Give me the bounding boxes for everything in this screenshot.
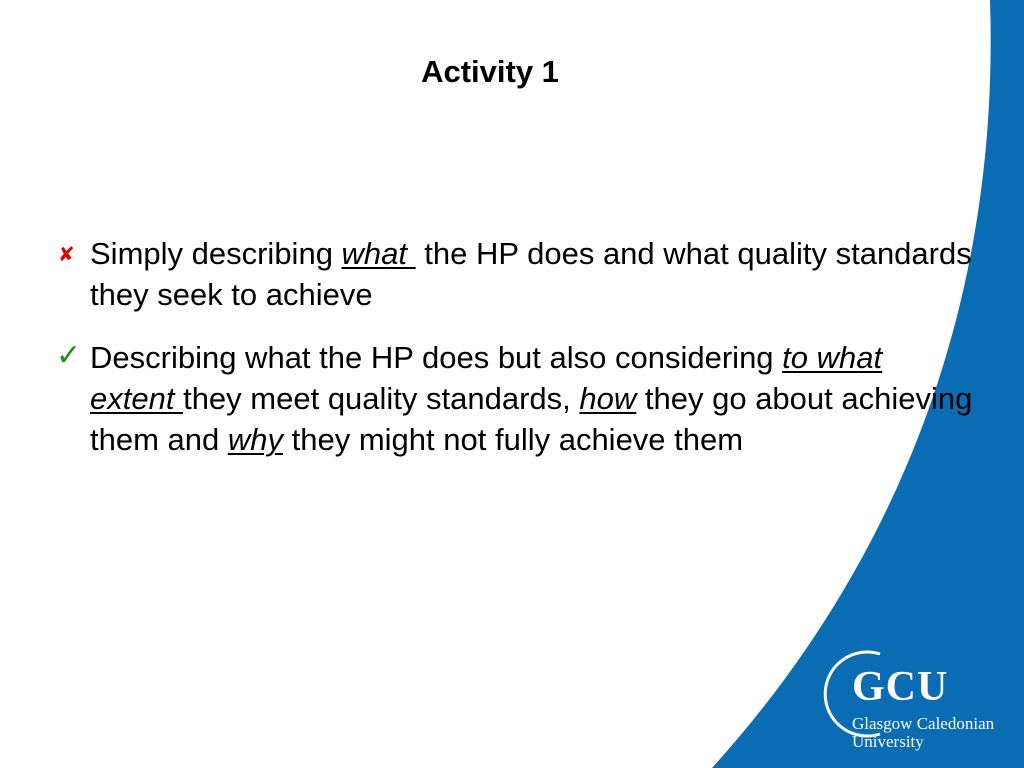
- check-icon: ✓: [56, 339, 82, 372]
- logo-name-line1: Glasgow Caledonian: [852, 714, 995, 733]
- bullet-text-part: Describing what the HP does but also considering: [90, 340, 783, 375]
- bullet-list: [56, 233, 986, 482]
- bullet-item-check: [56, 337, 986, 460]
- logo-name-line2: University: [852, 732, 924, 751]
- bullet-text-part: they might not fully achieve them: [283, 422, 744, 457]
- slide-title: Activity 1: [421, 54, 559, 89]
- bullet-text-part: the HP does and what quality standards they seek to achieve: [90, 236, 972, 312]
- gcu-logo: [818, 644, 1018, 754]
- emphasis-what: [342, 236, 416, 271]
- emphasis-text: to what extent: [90, 340, 883, 416]
- bullet-text-part: they meet quality standards,: [183, 381, 580, 416]
- bullet-text-part: they go about achieving them and: [90, 381, 973, 457]
- cross-icon: ✘: [58, 244, 75, 266]
- bullet-item-cross: [56, 233, 986, 315]
- bullet-text-part: Simply describing: [90, 236, 342, 271]
- emphasis-why: why: [227, 422, 284, 457]
- logo-abbreviation: GCU: [852, 664, 949, 710]
- emphasis-how: how: [579, 381, 637, 416]
- emphasis-text: what: [341, 236, 408, 271]
